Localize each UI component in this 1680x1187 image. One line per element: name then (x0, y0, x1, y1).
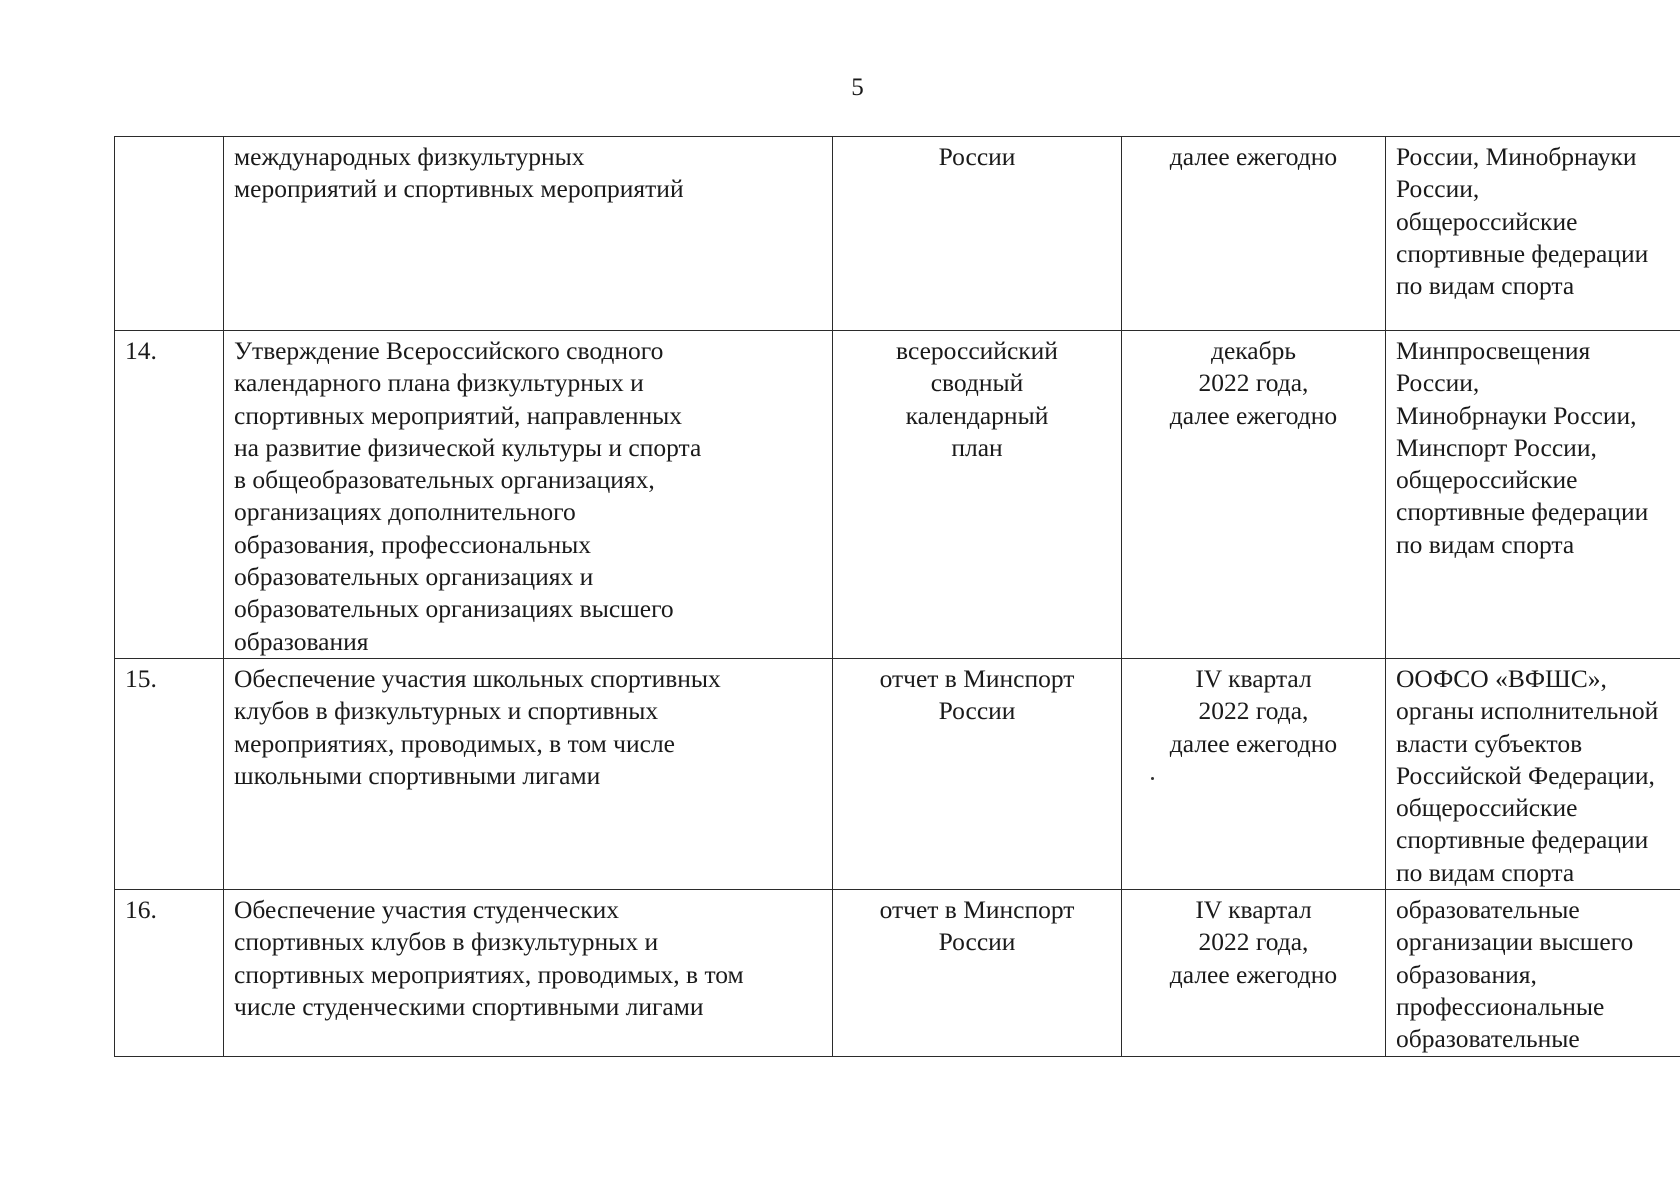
event-text: Утверждение Всероссийского сводного календарного плана физкультурных и спортивных мероприятий, направленных на развитие физической культуры и спорта в общеобразовательных организациях, организациях дополнительного образования, профессиональных образовательных организациях и образовательных организациях высшего образования (234, 336, 702, 656)
event-cell (224, 658, 833, 889)
responsible-cell (1386, 137, 1680, 331)
term-text: IV квартал 2022 года, далее ежегодно (1169, 663, 1338, 758)
term-text: далее ежегодно (1169, 142, 1338, 171)
scan-speck (1151, 777, 1154, 780)
event-text: международных физкультурных мероприятий и спортивных мероприятий (234, 142, 684, 204)
result-text: отчет в Минспорт России (879, 895, 1075, 957)
event-text: Обеспечение участия школьных спортивных клубов в физкультурных и спортивных мероприятиях, проводимых, в том числе школьными спортивными лигами (234, 663, 721, 790)
term-cell (1122, 137, 1386, 331)
responsible-cell (1386, 658, 1680, 889)
row-number-cell (115, 331, 224, 659)
result-cell (833, 331, 1122, 659)
table-row (115, 137, 1680, 331)
table-row (115, 890, 1680, 1056)
row-number-cell (115, 890, 224, 1056)
term-cell (1122, 331, 1386, 659)
table-row (115, 331, 1680, 659)
result-text: отчет в Минспорт России (879, 663, 1075, 726)
responsible-cell (1386, 890, 1680, 1056)
event-cell (224, 331, 833, 659)
page-number: 5 (851, 74, 864, 101)
row-number: 14. (125, 336, 157, 365)
responsible-text: России, Минобрнауки России, общероссийские спортивные федерации по видам спорта (1396, 142, 1649, 301)
term-cell (1122, 658, 1386, 889)
responsible-text: Минпросвещения России, Минобрнауки России, Минспорт России, общероссийские спортивные федерации по видам спорта (1396, 336, 1649, 559)
event-cell (224, 890, 833, 1056)
event-plan-table (114, 136, 1680, 1057)
row-number-cell (115, 137, 224, 331)
result-cell (833, 658, 1122, 889)
term-text: декабрь 2022 года, далее ежегодно (1169, 336, 1338, 430)
row-number: 16. (125, 895, 157, 925)
result-cell (833, 890, 1122, 1056)
responsible-cell (1386, 331, 1680, 659)
event-cell (224, 137, 833, 331)
row-number-cell (115, 658, 224, 889)
term-text: IV квартал 2022 года, далее ежегодно (1169, 895, 1338, 989)
result-text: всероссийский сводный календарный план (896, 336, 1058, 462)
result-cell (833, 137, 1122, 331)
result-text: России (938, 142, 1016, 171)
row-number: 15. (125, 663, 157, 693)
responsible-text: ООФСО «ВФШС», органы исполнительной власти субъектов Российской Федерации, общероссийские спортивные федерации по видам спорта (1396, 663, 1659, 887)
term-cell (1122, 890, 1386, 1056)
table-row (115, 658, 1680, 889)
responsible-text: образовательные организации высшего образования, профессиональные образовательные (1396, 895, 1634, 1054)
event-text: Обеспечение участия студенческих спортивных клубов в физкультурных и спортивных мероприятиях, проводимых, в том числе студенческими спортивными лигами (234, 895, 744, 1021)
